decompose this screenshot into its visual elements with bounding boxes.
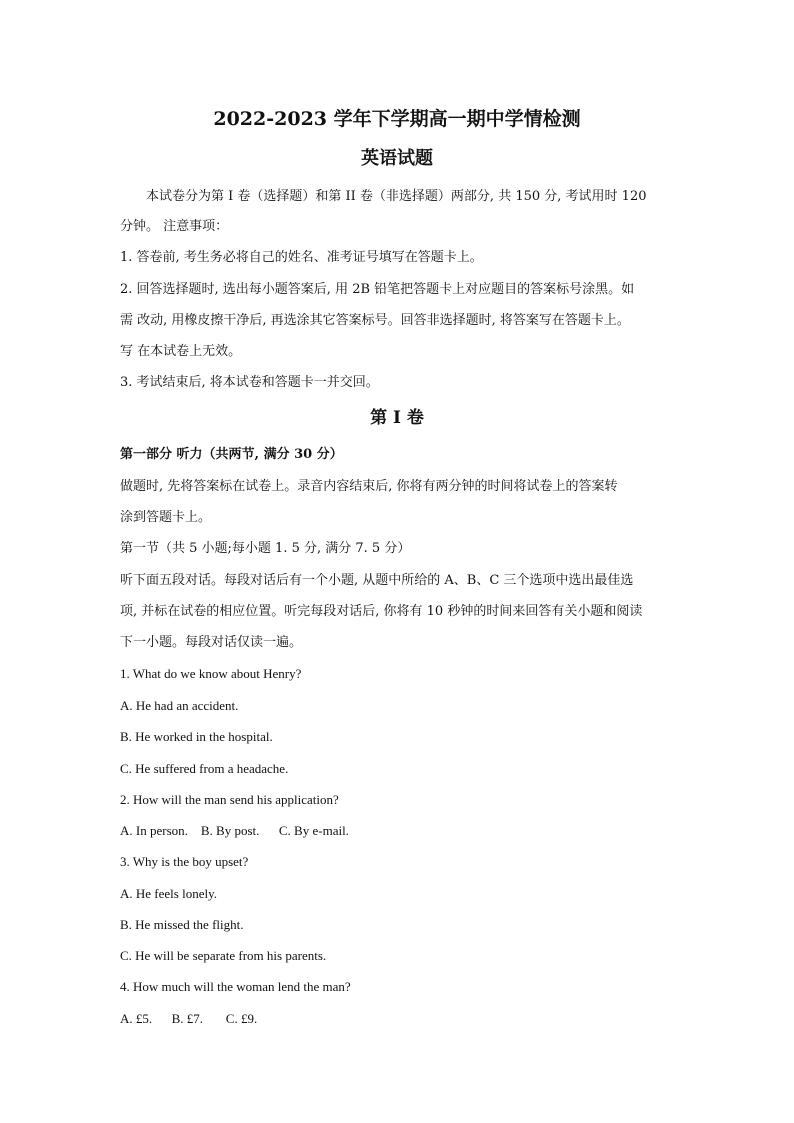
note-2-line-1: 2. 回答选择题时, 选出每小题答案后, 用 2B 铅笔把答题卡上对应题目的答案标号涂黑。如 bbox=[120, 282, 635, 297]
section1-line-1: 听下面五段对话。每段对话后有一个小题, 从题中所给的 A、B、C 三个选项中选出最佳选 bbox=[120, 573, 634, 588]
question-1-option-b: B. He worked in the hospital. bbox=[120, 729, 273, 744]
note-2-line-2: 需 改动, 用橡皮擦干净后, 再选涂其它答案标号。回答非选择题时, 将答案写在答题卡上。 bbox=[120, 313, 630, 328]
note-1: 1. 答卷前, 考生务必将自己的姓名、准考证号填写在答题卡上。 bbox=[120, 250, 483, 265]
question-4-options: A. £5. B. £7. C. £9. bbox=[120, 1011, 258, 1026]
exam-subtitle: 英语试题 bbox=[361, 148, 433, 169]
section1-heading: 第一节（共 5 小题;每小题 1. 5 分, 满分 7. 5 分） bbox=[120, 541, 411, 556]
intro-line-1: 本试卷分为第 I 卷（选择题）和第 II 卷（非选择题）两部分, 共 150 分, 考试用时 120 bbox=[146, 189, 647, 204]
question-1: 1. What do we know about Henry? bbox=[120, 666, 302, 681]
note-2-line-3: 写 在本试卷上无效。 bbox=[120, 344, 242, 359]
volume-title: 第 I 卷 bbox=[370, 408, 424, 428]
question-1-option-c: C. He suffered from a headache. bbox=[120, 761, 289, 776]
question-3: 3. Why is the boy upset? bbox=[120, 854, 249, 869]
question-3-option-b: B. He missed the flight. bbox=[120, 917, 244, 932]
intro-line-2: 分钟。 注意事项： bbox=[120, 219, 229, 234]
exam-title: 2022-2023 学年下学期高一期中学情检测 bbox=[213, 108, 581, 130]
question-2-options: A. In person. B. By post. C. By e-mail. bbox=[120, 823, 349, 838]
question-4: 4. How much will the woman lend the man? bbox=[120, 979, 351, 994]
question-3-option-a: A. He feels lonely. bbox=[120, 886, 217, 901]
question-1-option-a: A. He had an accident. bbox=[120, 698, 239, 713]
section1-line-2: 项, 并标在试卷的相应位置。听完每段对话后, 你将有 10 秒钟的时间来回答有关小题和阅读 bbox=[120, 604, 643, 619]
question-3-option-c: C. He will be separate from his parents. bbox=[120, 948, 327, 963]
part1-desc-line-1: 做题时, 先将答案标在试卷上。录音内容结束后, 你将有两分钟的时间将试卷上的答案转 bbox=[120, 479, 618, 494]
part1-heading: 第一部分 听力（共两节, 满分 30 分） bbox=[120, 447, 343, 462]
question-2: 2. How will the man send his application? bbox=[120, 792, 339, 807]
part1-desc-line-2: 涂到答题卡上。 bbox=[120, 510, 212, 525]
note-3: 3. 考试结束后, 将本试卷和答题卡一并交回。 bbox=[120, 375, 379, 390]
section1-line-3: 下一小题。每段对话仅读一遍。 bbox=[120, 635, 303, 650]
